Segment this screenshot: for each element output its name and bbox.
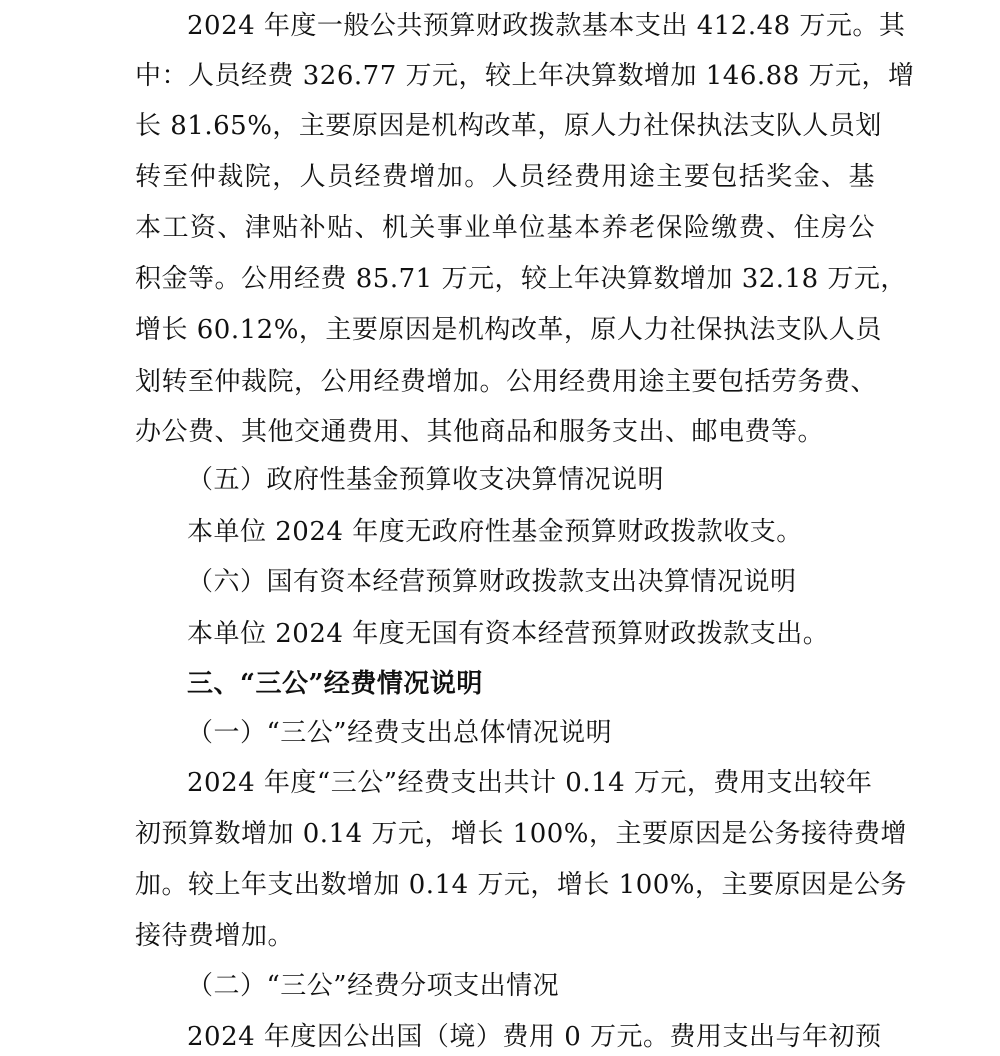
paragraph-line: 办公费、其他交通费用、其他商品和服务支出、邮电费等。 (135, 417, 825, 447)
paragraph-line: 转至仲裁院，人员经费增加。人员经费用途主要包括奖金、基 (135, 162, 875, 192)
section-heading: （二）“三公”经费分项支出情况 (187, 971, 560, 1001)
paragraph-line: 本单位 2024 年度无国有资本经营预算财政拨款支出。 (187, 619, 830, 649)
paragraph-line: 积金等。公用经费 85.71 万元，较上年决算数增加 32.18 万元， (135, 264, 907, 294)
paragraph-line: 加。较上年支出数增加 0.14 万元，增长 100%，主要原因是公务 (135, 870, 908, 900)
paragraph-line: 接待费增加。 (135, 921, 295, 951)
section-title: 三、“三公”经费情况说明 (187, 669, 483, 699)
section-heading: （六）国有资本经营预算财政拨款支出决算情况说明 (187, 567, 797, 597)
paragraph-line: 初预算数增加 0.14 万元，增长 100%，主要原因是公务接待费增 (135, 819, 908, 849)
section-heading: （一）“三公”经费支出总体情况说明 (187, 718, 613, 748)
paragraph-line: 增长 60.12%，主要原因是机构改革，原人力社保执法支队人员 (135, 315, 882, 345)
paragraph-line: 2024 年度因公出国（境）费用 0 万元。费用支出与年初预 (187, 1022, 882, 1052)
paragraph-line: 长 81.65%，主要原因是机构改革，原人力社保执法支队人员划 (135, 111, 882, 141)
section-heading: （五）政府性基金预算收支决算情况说明 (187, 465, 665, 495)
paragraph-line: 本工资、津贴补贴、机关事业单位基本养老保险缴费、住房公 (135, 213, 875, 243)
paragraph-line: 本单位 2024 年度无政府性基金预算财政拨款收支。 (187, 517, 803, 547)
paragraph-line: 2024 年度一般公共预算财政拨款基本支出 412.48 万元。其 (187, 11, 906, 41)
paragraph-line: 2024 年度“三公”经费支出共计 0.14 万元，费用支出较年 (187, 768, 873, 798)
paragraph-line: 中：人员经费 326.77 万元，较上年决算数增加 146.88 万元，增 (135, 61, 915, 91)
paragraph-line: 划转至仲裁院，公用经费增加。公用经费用途主要包括劳务费、 (135, 367, 878, 397)
